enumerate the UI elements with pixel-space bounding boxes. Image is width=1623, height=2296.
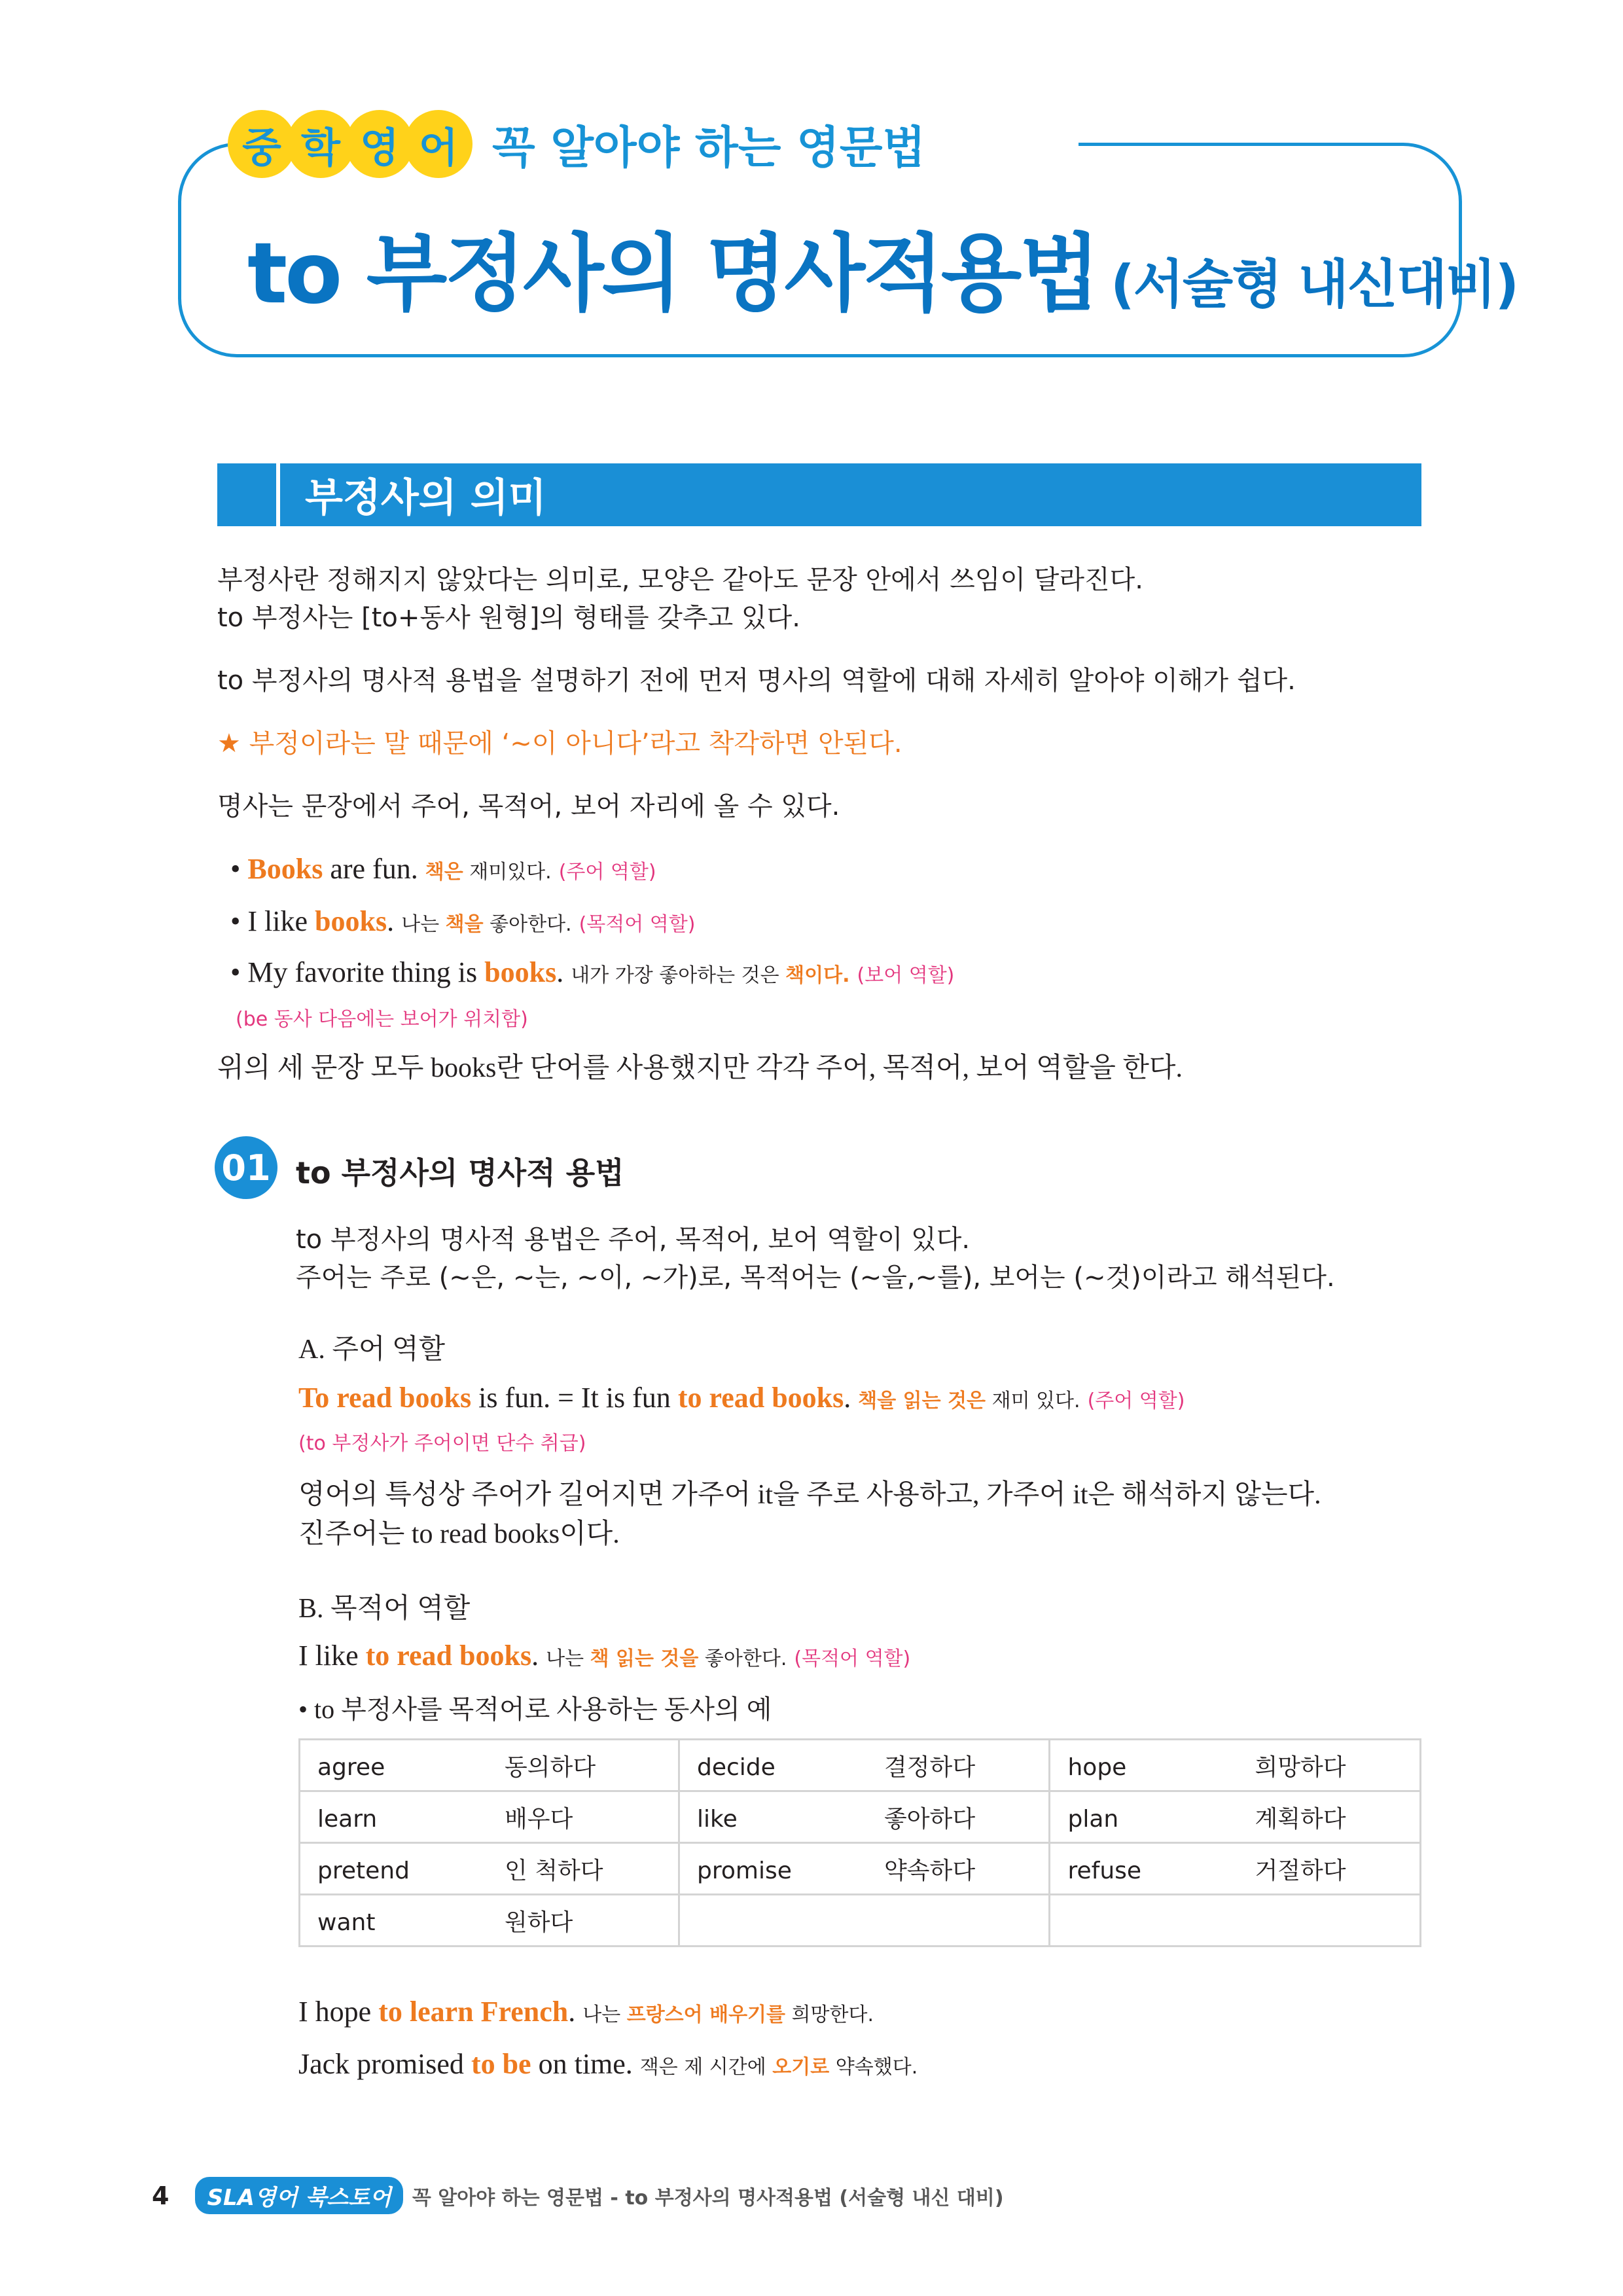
section-divider: [276, 463, 280, 526]
role-label: (목적어 역할): [794, 1647, 911, 1670]
badge-char: 영: [346, 110, 414, 178]
highlight: 책을 읽는 것은: [858, 1390, 986, 1412]
table-cell: decide 결정하다: [679, 1740, 1050, 1791]
highlight: 책을: [445, 913, 484, 936]
header-label: [228, 108, 1079, 180]
example-note: (to 부정사가 주어이면 단수 취급): [298, 1432, 586, 1455]
example-sentence: • My favorite thing is books. 내가 가장 좋아하는 것은 책이다. (보어 역할): [230, 956, 955, 988]
example-sentence: • Books are fun. 책은 재미있다. (주어 역할): [230, 853, 656, 885]
example-note: (be 동사 다음에는 보어가 위치함): [236, 1008, 528, 1031]
highlight: 책 읽는 것을: [590, 1647, 699, 1670]
table-cell: [679, 1895, 1050, 1946]
example-sentence: • I like books. 나는 책을 좋아한다. (목적어 역할): [230, 905, 696, 937]
paragraph: 주어는 주로 (~은, ~는, ~이, ~가)로, 목적어는 (~을,~를), 보어는 (~것)이라고 해석된다.: [296, 1263, 1335, 1293]
table-row: [300, 1740, 1421, 1791]
highlight: 책은: [425, 861, 463, 884]
header-label-text: 꼭 알아야 하는 영문법: [492, 122, 926, 174]
role-label: (보어 역할): [857, 964, 955, 987]
footer-text: 꼭 알아야 하는 영문법 - to 부정사의 명사적용법 (서술형 내신 대비): [412, 2186, 1004, 2210]
paragraph: to 부정사의 명사적 용법은 주어, 목적어, 보어 역할이 있다.: [296, 1225, 971, 1255]
table-cell: like 좋아하다: [679, 1791, 1050, 1843]
table-cell: pretend 인 척하다: [300, 1843, 679, 1895]
table-cell: agree 동의하다: [300, 1740, 679, 1791]
warning-note: ★ 부정이라는 말 때문에 ‘~이 아니다’라고 착각하면 안된다.: [217, 728, 902, 759]
paragraph: 진주어는 to read books이다.: [298, 1519, 620, 1549]
highlight: 책이다.: [785, 964, 850, 987]
sub-heading-a: A. 주어 역할: [298, 1335, 446, 1365]
paragraph: 부정사란 정해지지 않았다는 의미로, 모양은 같아도 문장 안에서 쓰임이 달라진다.: [217, 565, 1143, 595]
table-row: [300, 1791, 1421, 1843]
badge-char: 어: [404, 110, 473, 178]
page-title: [247, 206, 1518, 327]
highlight: 오기로: [772, 2056, 830, 2079]
table-cell: learn 배우다: [300, 1791, 679, 1843]
highlight: 프랑스어 배우기를: [626, 2003, 786, 2026]
example-sentence: Jack promised to be on time. 잭은 제 시간에 오기로 약속했다.: [298, 2048, 918, 2080]
brand-logo: SLA영어 북스토어: [195, 2177, 402, 2214]
list-title: • to 부정사를 목적어로 사용하는 동사의 예: [298, 1695, 772, 1724]
role-label: (목적어 역할): [579, 913, 696, 936]
table-cell: plan 계획하다: [1050, 1791, 1421, 1843]
highlight: to be: [471, 2048, 531, 2080]
highlight: books: [315, 905, 387, 937]
highlight: Books: [247, 853, 323, 885]
verb-table: [298, 1738, 1421, 1947]
role-label: (주어 역할): [1087, 1390, 1185, 1412]
paragraph: 영어의 특성상 주어가 길어지면 가주어 it을 주로 사용하고, 가주어 it은 해석하지 않는다.: [298, 1480, 1321, 1510]
table-cell: promise 약속하다: [679, 1843, 1050, 1895]
badge-char: 중: [228, 110, 296, 178]
highlight: to read books: [677, 1382, 844, 1414]
highlight: to learn French: [378, 1996, 569, 2028]
section-heading-bar: [217, 463, 1421, 526]
paragraph: 명사는 문장에서 주어, 목적어, 보어 자리에 올 수 있다.: [217, 791, 840, 821]
table-cell: hope 희망하다: [1050, 1740, 1421, 1791]
page-number: 4: [152, 2181, 169, 2210]
title-text: to 부정사의 명사적용법: [247, 225, 1098, 323]
badge-char: 학: [287, 110, 355, 178]
table-cell: [1050, 1895, 1421, 1946]
summary-text: 위의 세 문장 모두 books란 단어를 사용했지만 각각 주어, 목적어, 보어 역할을 한다.: [217, 1053, 1183, 1083]
title-subtitle: (서술형 내신대비): [1111, 254, 1518, 315]
highlight: to read books: [365, 1640, 532, 1672]
highlight: books: [484, 956, 557, 988]
sub-heading-b: B. 목적어 역할: [298, 1594, 471, 1624]
highlight: To read books: [298, 1382, 472, 1414]
section-heading: 부정사의 의미: [305, 475, 546, 521]
example-sentence: I like to read books. 나는 책 읽는 것을 좋아한다. (목적어 역할): [298, 1640, 911, 1672]
example-sentence: I hope to learn French. 나는 프랑스어 배우기를 희망한다.: [298, 1996, 874, 2028]
example-sentence: To read books is fun. = It is fun to read books. 책을 읽는 것은 재미 있다. (주어 역할): [298, 1382, 1185, 1414]
subsection-heading: to 부정사의 명사적 용법: [296, 1155, 624, 1191]
footer: [152, 2177, 1004, 2214]
table-row: [300, 1895, 1421, 1946]
table-cell: want 원하다: [300, 1895, 679, 1946]
role-label: (주어 역할): [558, 861, 656, 884]
section-number-badge: 01: [215, 1136, 277, 1199]
table-cell: refuse 거절하다: [1050, 1843, 1421, 1895]
paragraph: to 부정사의 명사적 용법을 설명하기 전에 먼저 명사의 역할에 대해 자세히 알아야 이해가 쉽다.: [217, 666, 1296, 696]
paragraph: to 부정사는 [to+동사 원형]의 형태를 갖추고 있다.: [217, 603, 800, 633]
table-row: [300, 1843, 1421, 1895]
